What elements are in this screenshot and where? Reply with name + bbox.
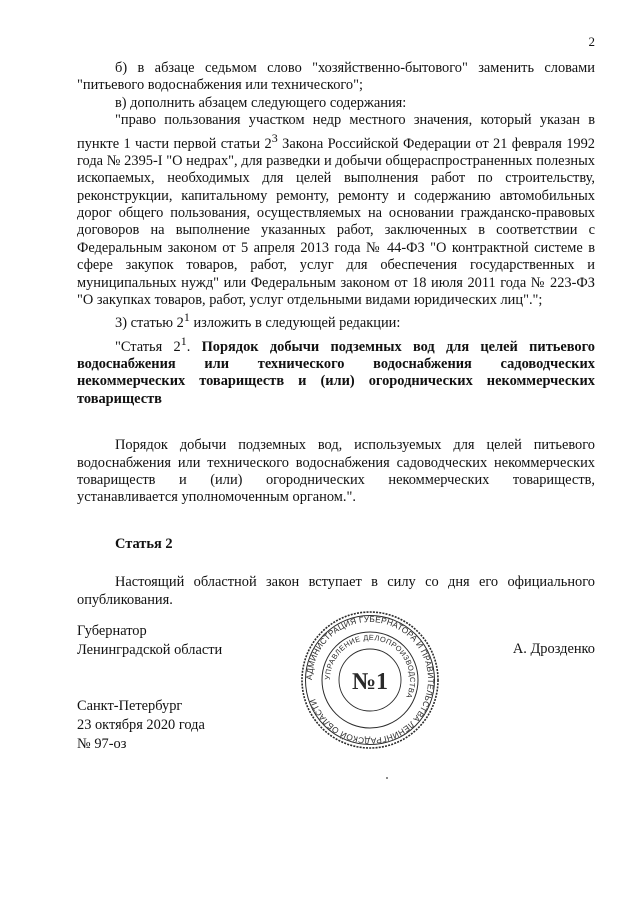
- article-prefix: "Статья 2: [115, 338, 181, 355]
- seal-number: №1: [351, 669, 389, 695]
- position-line-2: Ленинградской области: [77, 642, 223, 658]
- article-2-heading: Статья 2: [115, 535, 173, 552]
- item3-text-2: изложить в следующей редакции:: [189, 315, 401, 332]
- official-seal-icon: [300, 610, 440, 750]
- item3-superscript: 1: [183, 310, 190, 325]
- paragraph-item-3: [77, 309, 595, 332]
- paragraph-b: б) в абзаце седьмом слово "хозяйственно-бытового" заменить словами "питьевого водоснабжения или технического";: [77, 60, 595, 94]
- signature-name: А. Дрозденко: [512, 641, 595, 657]
- quote-text-1: "право пользования участком недр местного значения, который указан в пункте 1 части первой статьи 2: [77, 112, 595, 152]
- article-title-bold: Порядок добычи подземных вод для целей питьевого водоснабжения или технического водоснабжения садоводческих некоммерческих товариществ и (или) огороднических некоммерческих товариществ: [77, 338, 595, 407]
- page-number: 2: [588, 34, 595, 49]
- seal-inner-text: УПРАВЛЕНИЕ ДЕЛОПРОИЗВОДСТВА: [322, 632, 418, 700]
- article-2-1-title: [77, 333, 595, 408]
- paragraph-quote: [77, 112, 595, 309]
- quote-text-2: Закона Российской Федерации от 21 февраля 1992 года № 2395-I "О недрах", для разведки и добычи общераспространенных полезных ископаемых, необходимых для целей выполнения работ по строительству, реконструкции, капитальному ремонту, ремонту и содержанию автомобильных дорог общего пользования, осуществляемых на основании гражданско-правовых договоров на выполнение указанных работ, заключенных в соответствии с Федеральным законом от 5 апреля 2013 года № 44-ФЗ "О контрактной системе в сфере закупок товаров, работ, услуг для обеспечения государственных и муниципальных нужд" или Федеральным законом от 18 июля 2011 года № 223-ФЗ "О закупках товаров, работ, услуг отдельными видами юридических лиц".";: [77, 135, 595, 309]
- date: 23 октября 2020 года: [77, 717, 205, 733]
- item3-text-1: 3) статью 2: [115, 315, 184, 332]
- quote-superscript: 3: [271, 130, 278, 145]
- paragraph-v: в) дополнить абзацем следующего содержания:: [115, 94, 407, 111]
- city: Санкт-Петербург: [77, 698, 183, 714]
- article-superscript: 1: [180, 333, 187, 348]
- place-date-block: [77, 697, 205, 754]
- seal-ring-text: АДМИНИСТРАЦИЯ ГУБЕРНАТОРА И ПРАВИТЕЛЬСТВА ЛЕНИНГРАДСКОЙ ОБЛАСТИ: [303, 613, 437, 747]
- article-2-text: Настоящий областной закон вступает в силу со дня его официального опубликования.: [77, 574, 595, 608]
- article-suffix: .: [186, 338, 191, 355]
- signature-position: [77, 622, 222, 660]
- law-number: № 97-оз: [77, 736, 127, 752]
- document-body: [77, 60, 595, 609]
- paragraph-procedure: Порядок добычи подземных вод, используемых для целей питьевого водоснабжения или технического водоснабжения садоводческих некоммерческих товариществ и (или) огороднических некоммерческих товариществ, устанавливается уполномоченным органом.".: [77, 437, 595, 506]
- position-line-1: Губернатор: [77, 623, 147, 639]
